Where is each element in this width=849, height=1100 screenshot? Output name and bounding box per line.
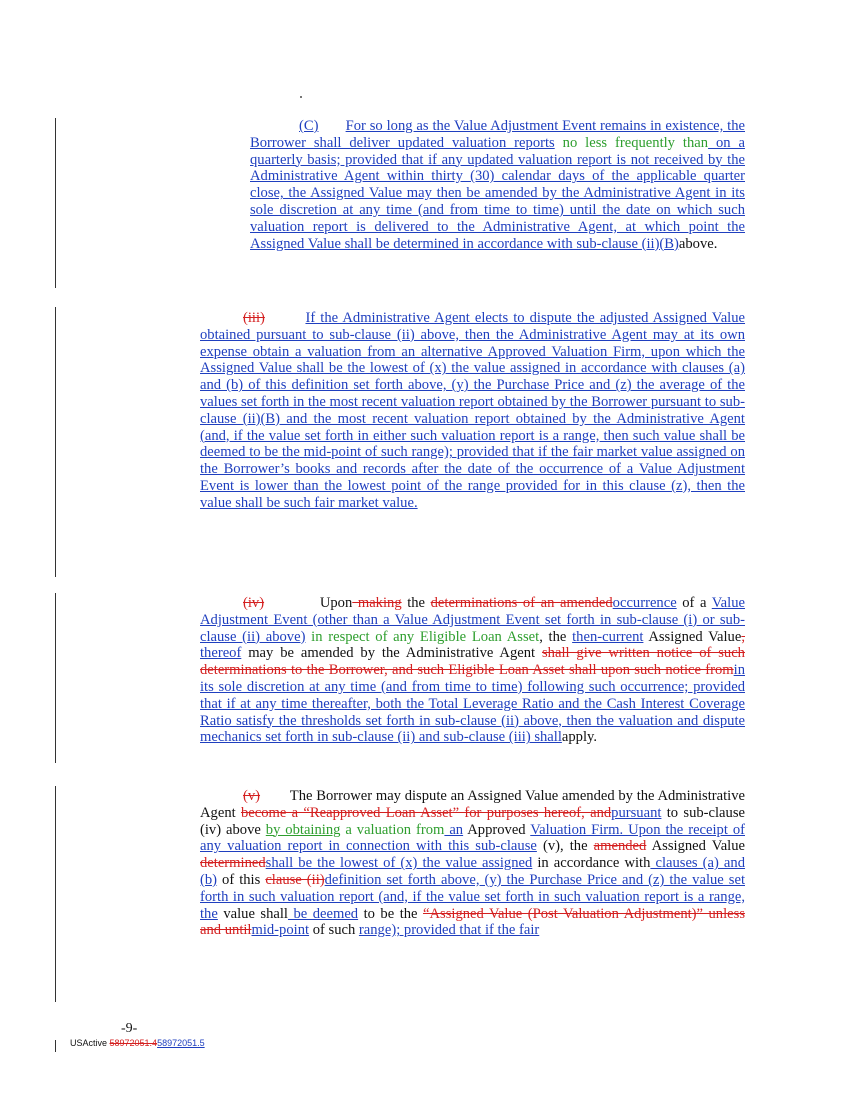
para-iv-text-5: Assigned Value [643,628,742,645]
para-v-ins-6: definition set forth above, (y) the Purchase Price and (z) the value set forth in such valuation report (and, if the value set forth in such valuation report is a range, the [200,871,745,922]
para-iv-text-6: may be amended by the Administrative Agent [241,645,542,662]
paragraph-c [250,118,745,252]
para-v-text-4: (v), the [536,838,594,855]
para-v-text-3: Approved [463,821,531,838]
para-iv-del-4: shall give written notice of such determinations to the Borrower, and such Eligible Loan Asset shall upon such notice from [200,645,745,679]
para-iv-del-1: making [352,595,402,611]
para-iv-moved-1: in respect of any Eligible Loan Asset [305,628,540,645]
change-bar-3 [55,593,56,763]
clause-label-c: (C) [299,118,319,134]
para-iv-ins-4: thereof [200,645,242,662]
para-v-text-6: in accordance with [532,855,651,872]
para-v-del-2: amended [593,838,647,855]
para-iv-ins-1: occurrence [612,595,677,611]
stray-dot [300,96,302,98]
para-v-ins-8: mid-point [251,922,310,939]
paragraph-v [200,788,745,939]
paragraph-iii [200,310,745,512]
para-iv-text-2: the [401,595,431,611]
para-iv-del-2: determinations of an amended [430,595,613,611]
para-iv-ins-5: in its sole discretion at any time (and from time to time) following such occurrence; provided that if at any time thereafter, both the Total Leverage Ratio and the Cash Interest Coverage Ratio satisfy the thresholds set forth in sub-clause (ii) above, then the valuation and dispute mechanics set forth in sub-clause (ii) and sub-clause (iii) shall [200,662,745,746]
para-v-ins-9: range); provided that if the fair [358,922,540,939]
para-v-text-8: value shall [217,905,288,922]
para-v-ins-5: clauses (a) and (b) [200,855,746,888]
para-iv-del-3: , [741,628,745,645]
para-v-ins-3: Valuation Firm. Upon the receipt of any valuation report in connection with this sub-clause [200,821,745,855]
para-c-moved-1: no less frequently than [554,134,709,151]
page-number: -9- [121,1021,138,1036]
clause-label-iii: (iii) [243,310,265,326]
para-v-del-5: “Assigned Value (Post Valuation Adjustment)” unless and until [200,905,745,939]
para-v-text-5: Assigned Value [646,838,746,855]
para-v-text-2: to sub-clause (iv) above [200,804,745,838]
para-c-text-3: on a quarterly basis; provided that if any updated valuation report is not received by the Administrative Agent within thirty (30) calendar days of the applicable quarter close, the Assigned Value may then be amended by the Administrative Agent in its sole discretion at any time (and from time to time) until the date on which such valuation report is delivered to the Administrative Agent, at which point the Assigned Value shall be determined in accordance with sub-clause (ii)(B) [250,134,745,252]
para-iv-text-3: of a [676,595,712,611]
doc-id-inserted: 58972051.5 [157,1038,205,1048]
para-v-del-3: determined [200,855,266,872]
change-bar-2 [55,307,56,577]
para-iii-text-1: If the Administrative Agent elects to dispute the adjusted Assigned Value [305,310,746,326]
para-v-del-1: become a “Reapproved Loan Asset” for purposes hereof, and [240,804,612,821]
para-v-ins-2: an [444,821,464,838]
para-c-text-1: For so long as the Value Adjustment Event remains in existence, the [345,118,745,134]
para-iv-ins-3: then-current [572,628,644,645]
para-v-text-7: of this [217,871,266,888]
para-iii-text-2: obtained pursuant to sub-clause (ii) above, then the Administrative Agent may at its own expense obtain a valuation from an alternative Approved Valuation Firm, upon which the Assigned Value shall be the lowest of (x) the value assigned in accordance with clauses (a) and (b) of this definition set forth above, (y) the Purchase Price and (z) the average of the values set forth in the most recent valuation report obtained by the Borrower pursuant to sub-clause (ii)(B) and the most recent valuation report obtained by the Administrative Agent (and, if the value set forth in either such valuation report is a range, then such value shall be deemed to be the mid-point of such range); provided that if the fair market value assigned on the Borrower’s books and records after the date of the occurrence of a Value Adjustment Event is lower than the lowest point of the range provided for in this clause (z), then the value shall be such fair market value. [200,326,745,511]
para-v-text-9: to be the [358,905,424,922]
document-id [70,1038,205,1048]
para-iv-text-7: apply. [561,729,598,746]
clause-label-iv: (iv) [243,595,265,611]
para-c-text-4: above. [678,235,718,252]
change-bar-1 [55,118,56,288]
para-v-moved-2: a valuation from [340,821,445,838]
clause-label-v: (v) [243,788,261,804]
change-bar-4 [55,786,56,1002]
para-c-text-2: Borrower shall deliver updated valuation reports [250,134,555,151]
para-v-ins-4: shall be the lowest of (x) the value assigned [265,855,533,872]
para-v-text-1: The Borrower may dispute an Assigned Value amended by the Administrative Agent [200,788,745,821]
para-v-del-4: clause (ii) [265,871,325,888]
change-bar-footer [55,1040,56,1052]
doc-prefix: USActive [70,1038,110,1048]
para-v-moved-1: by obtaining [265,821,341,838]
para-v-ins-1: pursuant [611,804,662,821]
para-iv-ins-2: Value Adjustment Event (other than a Value Adjustment Event set forth in sub-clause (i) or sub-clause (ii) above) [200,595,745,645]
para-v-ins-7: be deemed [287,905,359,922]
doc-id-deleted: 58972051.4 [109,1038,158,1048]
para-iv-text-4: , the [539,628,573,645]
para-v-text-10: of such [309,922,359,939]
para-iv-text-1: Upon [319,595,353,611]
paragraph-iv [200,595,745,746]
